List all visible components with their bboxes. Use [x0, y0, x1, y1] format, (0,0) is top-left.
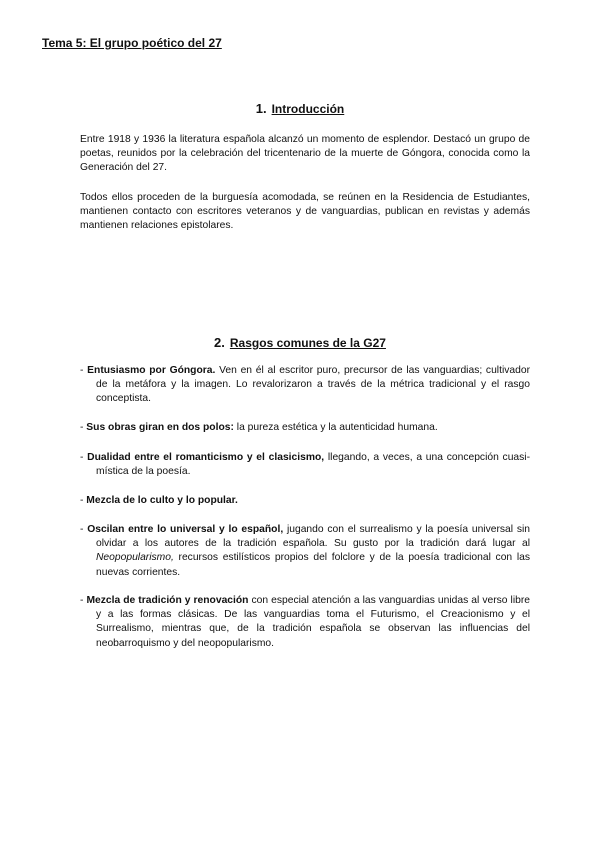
bullet-dash: - [80, 595, 87, 606]
item-bold-lead: Mezcla de lo culto y lo popular. [86, 495, 238, 506]
list-item-universal-espanol [80, 523, 530, 580]
item-text: Ven en él al escritor puro, precursor de las vanguardias; cultivador de la metáfora y la imagen. Lo revalorizaron a través de la métrica tradicional y el rasgo conceptista. [96, 365, 531, 405]
item-text: jugando con el surrealismo y la poesía universal sin olvidar a los autores de la tradición española. Su gusto por la tradición dará lugar al [96, 524, 530, 550]
list-item-polos [80, 421, 530, 435]
document-title: Tema 5: El grupo poético del 27 [42, 36, 222, 50]
section-number: 2. [214, 335, 225, 350]
item-bold-lead: Mezcla de tradición y renovación [86, 595, 249, 606]
bullet-dash: - [80, 495, 87, 506]
bullet-dash: - [80, 452, 88, 463]
intro-paragraph-1: Entre 1918 y 1936 la literatura española alcanzó un momento de esplendor. Destacó un grupo de poetas, reunidos por la celebración del tricentenario de la muerte de Góngora, conocida como la Generación del 27. [80, 134, 530, 174]
bullet-dash: - [80, 524, 88, 535]
list-item-dualidad [80, 451, 530, 479]
item-bold-lead: Dualidad entre el romanticismo y el clasicismo, [87, 452, 325, 463]
section-title: Rasgos comunes de la G27 [229, 336, 386, 350]
list-item-culto-popular [80, 494, 530, 508]
section-heading-introduccion [0, 102, 600, 116]
item-italic-term: Neopopularismo, [96, 552, 174, 564]
item-text: la pureza estética y la autenticidad humana. [233, 422, 438, 433]
section-number: 1. [255, 101, 267, 116]
item-text: con especial atención a las vanguardias unidas al verso libre y a las formas clásicas. De las vanguardias toma el Futurismo, el Creacionismo y el Surrealismo, mientras que, de la tradición española se observan las influencias del neobarroquismo y del neopopularismo. [96, 595, 530, 649]
item-bold-lead: Sus obras giran en dos polos: [86, 422, 234, 433]
bullet-dash: - [80, 365, 88, 376]
item-bold-lead: Entusiasmo por Góngora. [87, 365, 216, 376]
intro-paragraph-2: Todos ellos proceden de la burguesía acomodada, se reúnen en la Residencia de Estudiantes, mantienen contacto con escritores veteranos y de vanguardias, publican en revistas y además mantienen relaciones epistolares. [80, 192, 530, 232]
bullet-dash: - [80, 422, 87, 433]
list-item-gongora [80, 364, 530, 407]
list-item-tradicion-renovacion [80, 594, 530, 651]
section-title: Introducción [271, 102, 345, 116]
item-text-after: recursos estilísticos propios del folclore y de la poesía tradicional con las nuevas corrientes. [96, 552, 530, 578]
item-text: llegando, a veces, a una concepción cuasi-mística de la poesía. [96, 452, 531, 478]
item-bold-lead: Oscilan entre lo universal y lo español, [87, 524, 284, 535]
section-heading-rasgos [0, 336, 600, 350]
